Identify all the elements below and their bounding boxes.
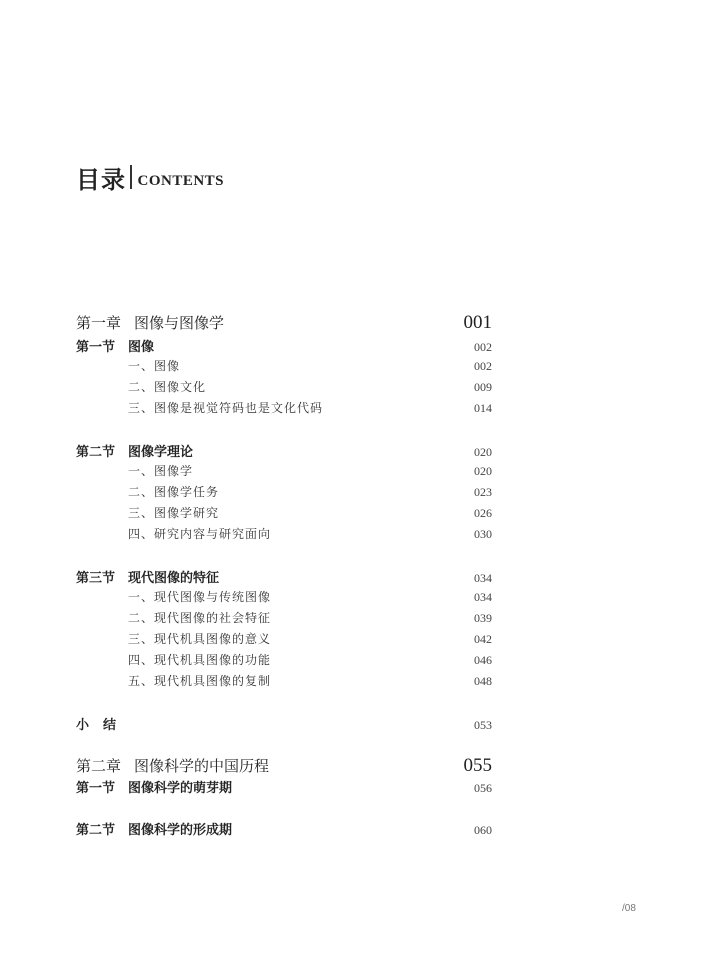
toc-item[interactable] (76, 462, 492, 479)
toc-header (76, 160, 224, 194)
section-prefix: 第二节 (76, 823, 116, 838)
summary-page: 053 (474, 718, 492, 732)
item-title: 三、图像学研究 (128, 506, 220, 520)
toc-item[interactable] (76, 609, 492, 626)
toc-item[interactable] (76, 378, 492, 395)
toc-item[interactable] (76, 483, 492, 500)
item-page: 009 (474, 380, 492, 394)
section-prefix: 第二节 (76, 445, 116, 460)
item-title: 三、现代机具图像的意义 (128, 632, 272, 646)
toc-title-en: CONTENTS (137, 172, 225, 189)
toc-section[interactable] (76, 567, 492, 586)
title-divider (130, 165, 132, 189)
toc-item[interactable] (76, 504, 492, 521)
toc-section[interactable] (76, 336, 492, 355)
toc-section[interactable] (76, 777, 492, 796)
toc-item[interactable] (76, 630, 492, 647)
chapter-page: 001 (463, 312, 492, 333)
toc-item[interactable] (76, 651, 492, 668)
item-title: 一、图像 (128, 359, 181, 373)
toc-item[interactable] (76, 525, 492, 542)
item-page: 034 (474, 590, 492, 604)
section-title: 图像学理论 (128, 445, 194, 460)
toc-item[interactable] (76, 588, 492, 605)
toc-item[interactable] (76, 399, 492, 416)
page-number: /08 (622, 903, 636, 914)
item-title: 四、现代机具图像的功能 (128, 653, 272, 667)
item-page: 002 (474, 359, 492, 373)
item-title: 三、图像是视觉符码也是文化代码 (128, 401, 324, 415)
section-title: 图像科学的萌芽期 (128, 781, 233, 796)
item-title: 一、图像学 (128, 464, 194, 478)
chapter-page: 055 (463, 755, 492, 776)
toc-section[interactable] (76, 441, 492, 460)
item-title: 二、图像学任务 (128, 485, 220, 499)
toc-item[interactable] (76, 672, 492, 689)
section-prefix: 第一节 (76, 781, 116, 796)
toc-title-cn: 目录 (76, 164, 126, 194)
item-page: 039 (474, 611, 492, 625)
chapter-prefix: 第一章 (76, 314, 122, 332)
toc-section[interactable] (76, 819, 492, 838)
section-title: 现代图像的特征 (128, 571, 220, 586)
chapter-prefix: 第二章 (76, 757, 122, 775)
toc-chapter-1[interactable] (76, 312, 492, 334)
toc-summary[interactable] (76, 714, 492, 733)
toc-chapter-2[interactable] (76, 755, 492, 777)
chapter-title: 图像与图像学 (134, 314, 225, 332)
section-page: 060 (474, 823, 492, 837)
section-page: 056 (474, 781, 492, 795)
toc-item[interactable] (76, 357, 492, 374)
item-page: 026 (474, 506, 492, 520)
item-page: 030 (474, 527, 492, 541)
section-title: 图像 (128, 340, 155, 355)
section-page: 020 (474, 445, 492, 459)
summary-title: 小结 (76, 718, 131, 733)
item-title: 二、图像文化 (128, 380, 207, 394)
chapter-title: 图像科学的中国历程 (134, 757, 270, 775)
section-prefix: 第一节 (76, 340, 116, 355)
item-page: 048 (474, 674, 492, 688)
item-page: 023 (474, 485, 492, 499)
item-title: 二、现代图像的社会特征 (128, 611, 272, 625)
item-title: 四、研究内容与研究面向 (128, 527, 272, 541)
item-title: 五、现代机具图像的复制 (128, 674, 272, 688)
item-page: 020 (474, 464, 492, 478)
section-prefix: 第三节 (76, 571, 116, 586)
item-page: 046 (474, 653, 492, 667)
section-page: 034 (474, 571, 492, 585)
item-page: 014 (474, 401, 492, 415)
item-page: 042 (474, 632, 492, 646)
section-title: 图像科学的形成期 (128, 823, 233, 838)
item-title: 一、现代图像与传统图像 (128, 590, 272, 604)
section-page: 002 (474, 340, 492, 354)
